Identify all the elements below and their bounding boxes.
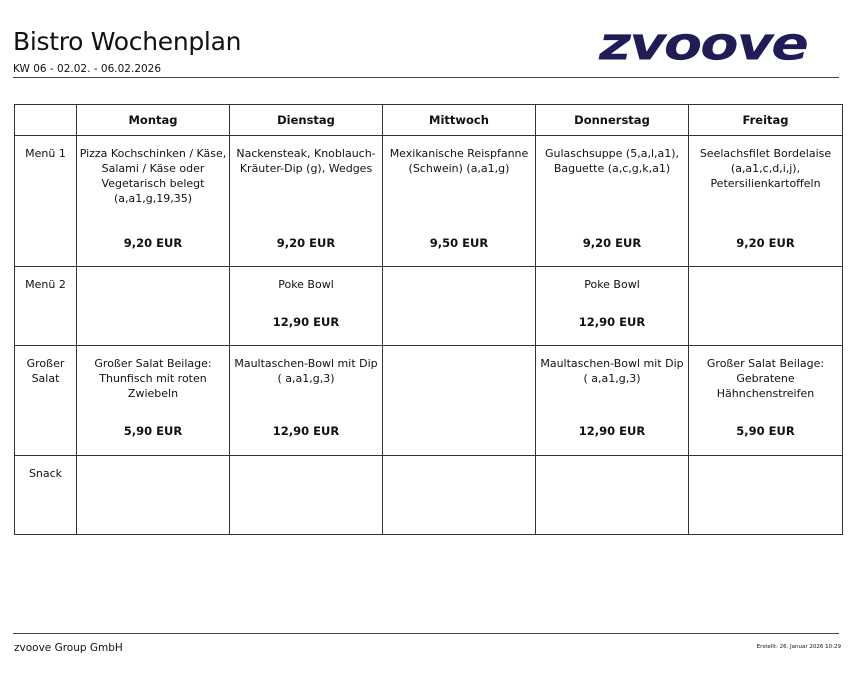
day-header-wednesday: Mittwoch — [383, 105, 536, 136]
dish-price: 9,20 EUR — [582, 236, 642, 250]
dish-name: Maultaschen-Bowl mit Dip ( a,a1,g,3) — [540, 357, 684, 385]
day-header-row — [15, 105, 843, 136]
row-label: Menü 2 — [15, 267, 77, 346]
dish-name — [232, 456, 380, 466]
dish-name — [385, 267, 533, 277]
dish-name — [385, 456, 533, 466]
menu-cell — [689, 267, 843, 346]
dish-name: Gulaschsuppe (5,a,l,a1), Baguette (a,c,g,k,a1) — [544, 147, 680, 175]
dish-name: Großer Salat Beilage: Thunfisch mit roten Zwiebeln — [94, 357, 212, 400]
menu-cell — [383, 136, 536, 267]
dish-price: 12,90 EUR — [272, 424, 340, 438]
menu-row-snack — [15, 456, 843, 535]
day-header-friday: Freitag — [689, 105, 843, 136]
dish-name: Seelachsfilet Bordelaise (a,a1,c,d,i,j), Petersilienkartoffeln — [699, 147, 832, 190]
dish-name — [79, 456, 227, 466]
weekly-menu-table — [14, 104, 843, 535]
menu-cell — [230, 136, 383, 267]
menu-cell — [77, 456, 230, 535]
day-header-tuesday: Dienstag — [230, 105, 383, 136]
dish-price: 12,90 EUR — [578, 315, 646, 329]
menu-cell — [230, 346, 383, 456]
week-range: KW 06 - 02.02. - 06.02.2026 — [13, 63, 162, 75]
dish-price: 5,90 EUR — [123, 424, 183, 438]
dish-name: Nackensteak, Knoblauch-Kräuter-Dip (g), Wedges — [236, 147, 376, 175]
menu-cell — [77, 267, 230, 346]
dish-price: 9,20 EUR — [123, 236, 183, 250]
menu-cell — [77, 346, 230, 456]
menu-cell — [536, 136, 689, 267]
zvoove-logo: zvoove — [593, 17, 814, 72]
menu-cell — [536, 346, 689, 456]
menu-cell — [77, 136, 230, 267]
menu-cell — [689, 136, 843, 267]
menu-cell — [383, 456, 536, 535]
dish-price: 9,50 EUR — [429, 236, 489, 250]
dish-name: Maultaschen-Bowl mit Dip ( a,a1,g,3) — [234, 357, 378, 385]
header-divider — [13, 77, 839, 78]
dish-name — [538, 456, 686, 466]
dish-name — [691, 267, 840, 277]
menu-cell — [536, 267, 689, 346]
footer-divider — [13, 633, 839, 634]
corner-cell — [15, 105, 77, 136]
dish-name: Mexikanische Reispfanne (Schwein) (a,a1,g) — [389, 147, 529, 175]
created-timestamp: Erstellt: 26. Januar 2026 10:29 — [756, 644, 841, 650]
dish-name — [691, 456, 840, 466]
menu-row-grosser-salat — [15, 346, 843, 456]
dish-name: Großer Salat Beilage: Gebratene Hähnchenstreifen — [706, 357, 825, 400]
dish-price: 12,90 EUR — [272, 315, 340, 329]
menu-cell — [689, 456, 843, 535]
day-header-monday: Montag — [77, 105, 230, 136]
dish-name — [385, 346, 533, 356]
dish-name — [79, 267, 227, 277]
dish-price: 12,90 EUR — [578, 424, 646, 438]
menu-cell — [536, 456, 689, 535]
menu-row-menu-1 — [15, 136, 843, 267]
menu-cell — [689, 346, 843, 456]
company-name: zvoove Group GmbH — [14, 642, 123, 654]
dish-name: Pizza Kochschinken / Käse, Salami / Käse oder Vegetarisch belegt (a,a1,g,19,35) — [79, 147, 227, 205]
row-label: Menü 1 — [15, 136, 77, 267]
row-label: Großer Salat — [15, 346, 77, 456]
row-label: Snack — [15, 456, 77, 535]
page-title: Bistro Wochenplan — [13, 27, 242, 56]
dish-price: 9,20 EUR — [736, 236, 795, 250]
day-header-thursday: Donnerstag — [536, 105, 689, 136]
dish-name: Poke Bowl — [278, 278, 334, 291]
dish-price: 5,90 EUR — [736, 424, 795, 438]
dish-name: Poke Bowl — [584, 278, 640, 291]
menu-row-menu-2 — [15, 267, 843, 346]
menu-cell — [383, 346, 536, 456]
dish-price: 9,20 EUR — [276, 236, 336, 250]
menu-cell — [230, 456, 383, 535]
menu-cell — [383, 267, 536, 346]
menu-cell — [230, 267, 383, 346]
